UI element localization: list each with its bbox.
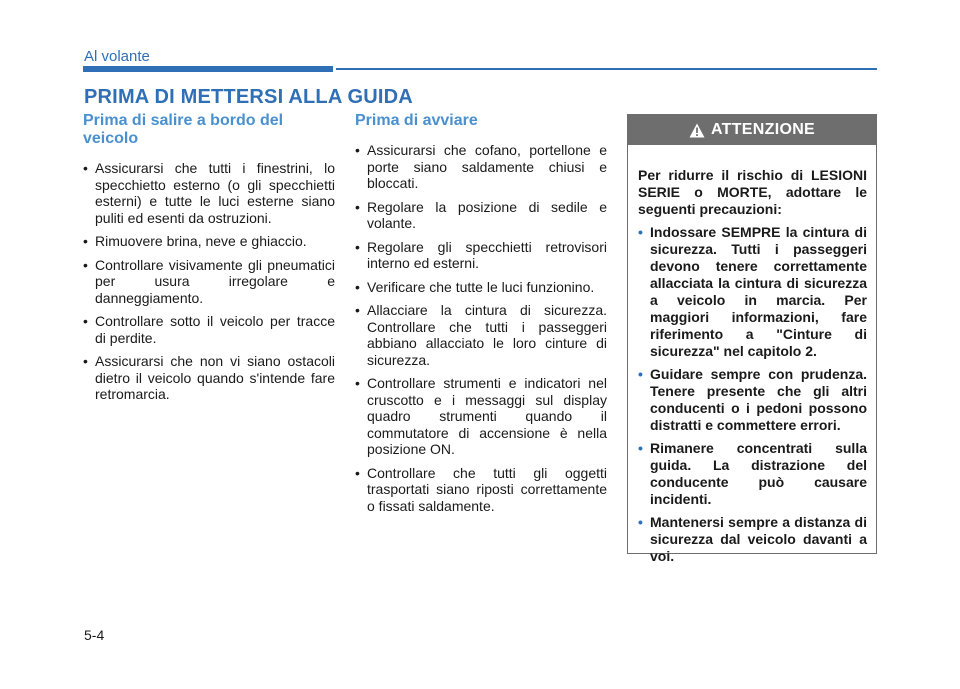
left-column — [83, 112, 335, 410]
warning-header — [628, 115, 876, 145]
list-item: • Regolare la posizione di sedile e volante. — [355, 199, 607, 232]
header-divider-thick — [83, 66, 333, 72]
page-number: 5-4 — [84, 627, 105, 643]
list-item: • Controllare visivamente gli pneumatici per usura irregolare e danneggiamento. — [83, 257, 335, 307]
list-item: • Mantenersi sempre a distanza di sicurezza dal veicolo davanti a voi. — [638, 514, 867, 565]
page-title: PRIMA DI METTERSI ALLA GUIDA — [84, 86, 413, 108]
left-column-list — [83, 160, 335, 403]
list-item: • Assicurarsi che cofano, portellone e porte siano saldamente chiusi e bloccati. — [355, 142, 607, 192]
list-item: • Rimanere concentrati sulla guida. La distrazione del conducente può causare incidenti. — [638, 440, 867, 508]
list-item: • Guidare sempre con prudenza. Tenere presente che gli altri conducenti o i pedoni possono distratti e commettere errori. — [638, 366, 867, 434]
middle-column-heading: Prima di avviare — [355, 112, 478, 129]
warning-title: ATTENZIONE — [710, 121, 816, 138]
list-item: • Assicurarsi che tutti i finestrini, lo specchietto esterno (o gli specchietti esterni) e tutte le luci esterne siano puliti ed esenti da ostruzioni. — [83, 160, 335, 226]
list-item: • Allacciare la cintura di sicurezza. Controllare che tutti i passeggeri abbiano allacciato le loro cinture di sicurezza. — [355, 302, 607, 368]
list-item: • Controllare che tutti gli oggetti trasportati siano riposti correttamente o fissati saldamente. — [355, 465, 607, 515]
list-item: • Controllare sotto il veicolo per tracce di perdite. — [83, 313, 335, 346]
header-divider-thin — [336, 68, 877, 70]
list-item: • Assicurarsi che non vi siano ostacoli dietro il veicolo quando s'intende fare retromarcia. — [83, 353, 335, 403]
warning-intro: Per ridurre il rischio di LESIONI SERIE o MORTE, adottare le seguenti precauzioni: — [638, 167, 867, 217]
warning-box — [627, 114, 877, 564]
middle-column — [355, 112, 607, 521]
list-item: • Verificare che tutte le luci funzionino. — [355, 279, 607, 296]
list-item: • Rimuovere brina, neve e ghiaccio. — [83, 233, 335, 250]
left-column-heading: Prima di salire a bordo del veicolo — [83, 112, 284, 147]
warning-list — [638, 224, 867, 565]
list-item: • Regolare gli specchietti retrovisori interno ed esterni. — [355, 239, 607, 272]
section-label: Al volante — [84, 48, 150, 65]
list-item: • Controllare strumenti e indicatori nel cruscotto e i messaggi sul display quadro strumenti quando il commutatore di accensione è nella posizione ON. — [355, 375, 607, 458]
middle-column-list — [355, 142, 607, 514]
warning-body — [628, 145, 876, 565]
warning-triangle-icon — [689, 123, 705, 138]
list-item: • Indossare SEMPRE la cintura di sicurezza. Tutti i passeggeri devono tenere correttamente allacciata la cintura di sicurezza a veicolo in marcia. Per maggiori informazioni, fare riferimento a "Cinture di sicurezza" nel capitolo 2. — [638, 224, 867, 360]
